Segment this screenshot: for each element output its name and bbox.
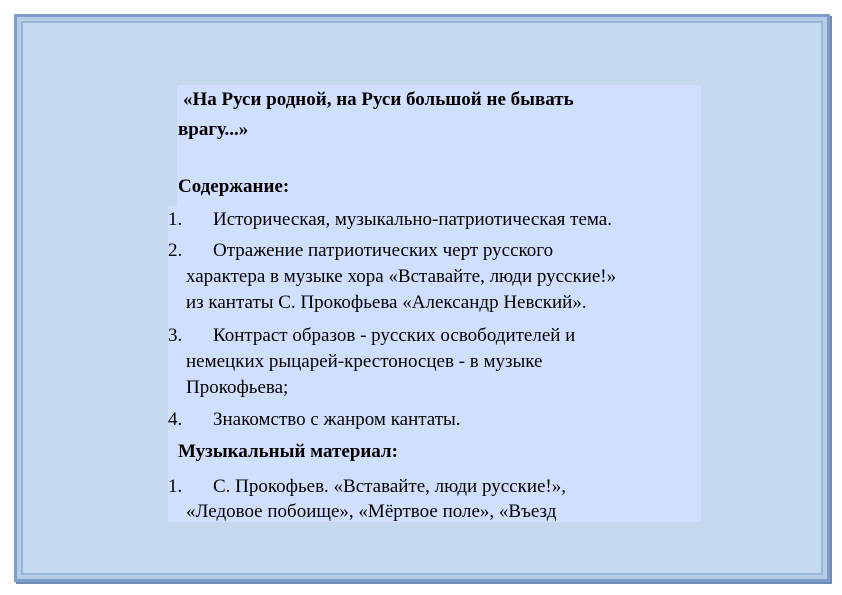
slide-title-line-1: «На Руси родной, на Руси большой не бывать: [183, 89, 574, 110]
material-item-1-number: 1.: [168, 476, 183, 497]
material-item-1-line-2: «Ледовое побоище», «Мёртвое поле», «Въезд: [186, 501, 557, 522]
slide-title-line-2: врагу...»: [178, 119, 249, 140]
content-item-4-line-1: Знакомство с жанром кантаты.: [213, 409, 461, 430]
content-item-2-line-3: из кантаты С. Прокофьева «Александр Невский».: [186, 292, 587, 313]
content-item-3-number: 3.: [168, 325, 183, 346]
material-item-1-line-1: С. Прокофьев. «Вставайте, люди русские!»,: [213, 476, 566, 497]
content-item-2-number: 2.: [168, 240, 183, 261]
content-item-1-line-1: Историческая, музыкально-патриотическая тема.: [213, 209, 612, 230]
content-item-2-line-1: Отражение патриотических черт русского: [213, 240, 554, 261]
content-item-2-line-2: характера в музыке хора «Вставайте, люди русские!»: [186, 266, 617, 287]
content-item-3-line-2: немецких рыцарей-крестоносцев - в музыке: [186, 351, 543, 372]
content-item-3-line-1: Контраст образов - русских освободителей и: [213, 325, 576, 346]
material-heading: Музыкальный материал:: [178, 441, 398, 462]
content-heading: Содержание:: [178, 176, 290, 197]
content-item-4-number: 4.: [168, 409, 183, 430]
content-item-3-line-3: Прокофьева;: [186, 377, 289, 398]
content-item-1-number: 1.: [168, 209, 183, 230]
